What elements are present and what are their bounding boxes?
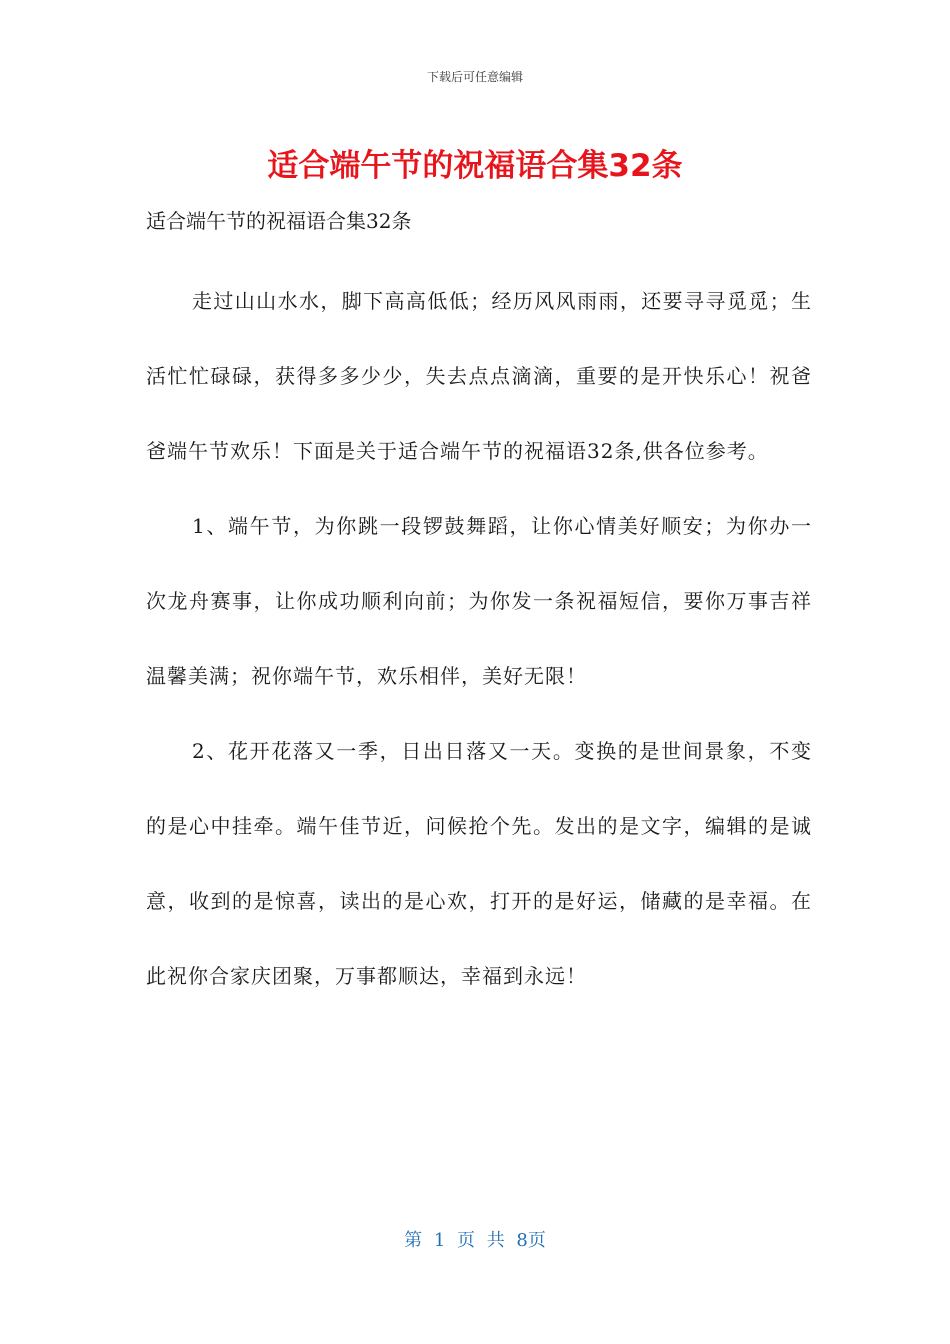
document-body bbox=[146, 264, 812, 1014]
greeting-paragraph-2: 2、花开花落又一季，日出日落又一天。变换的是世间景象，不变的是心中挂牵。端午佳节近，问候抢个先。发出的是文字，编辑的是诚意，收到的是惊喜，读出的是心欢，打开的是好运，储藏的是幸福。在此祝你合家庆团聚，万事都顺达，幸福到永远！ bbox=[146, 739, 812, 988]
document-subtitle: 适合端午节的祝福语合集32条 bbox=[146, 209, 412, 233]
greeting-paragraph-1: 1、端午节，为你跳一段锣鼓舞蹈，让你心情美好顺安；为你办一次龙舟赛事，让你成功顺利向前；为你发一条祝福短信，要你万事吉祥温馨美满；祝你端午节，欢乐相伴，美好无限！ bbox=[146, 514, 812, 688]
page-number-footer: 第 1 页 共 8页 bbox=[404, 1230, 546, 1251]
header-note: 下载后可任意编辑 bbox=[426, 70, 523, 84]
intro-paragraph: 走过山山水水，脚下高高低低；经历风风雨雨，还要寻寻觅觅；生活忙忙碌碌，获得多多少少，失去点点滴滴，重要的是开快乐心！祝爸爸端午节欢乐！下面是关于适合端午节的祝福语32条,供各位参考。 bbox=[146, 289, 812, 463]
document-title: 适合端午节的祝福语合集32条 bbox=[267, 148, 683, 184]
